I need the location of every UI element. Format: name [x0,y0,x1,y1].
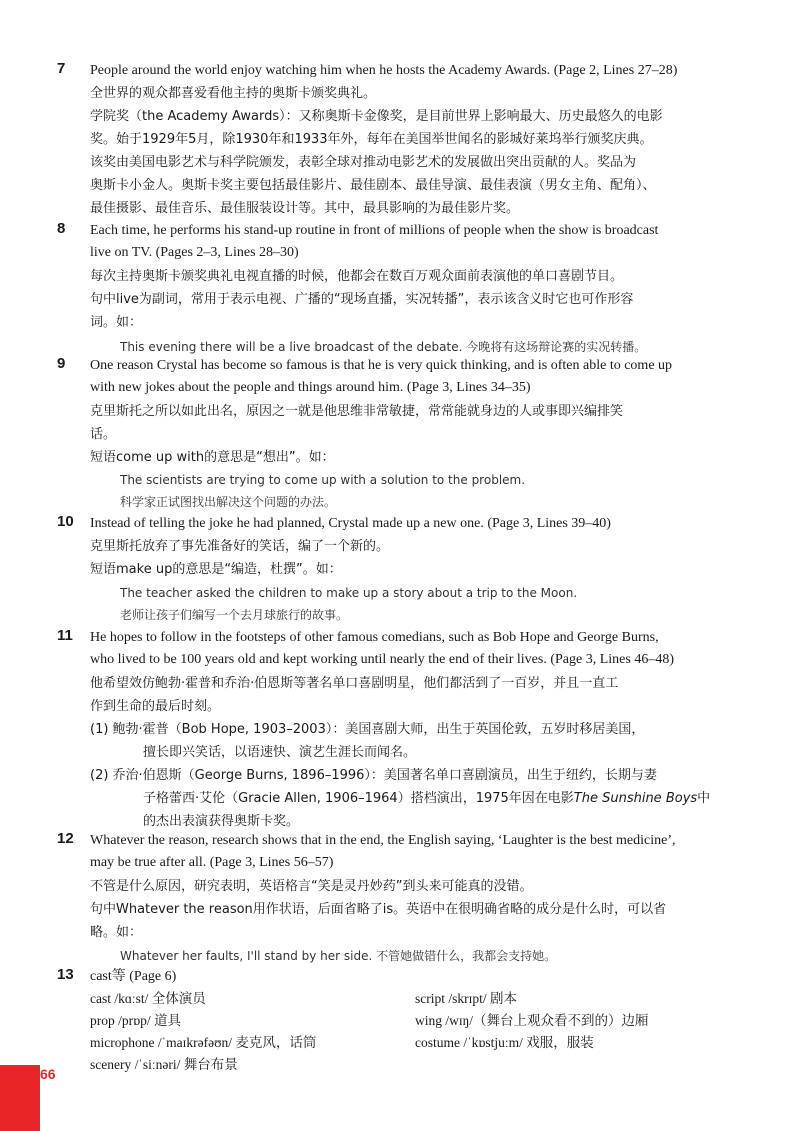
footnote-george-burns: (2) 乔治·伯恩斯（George Burns, 1896–1996）：美国著名单口喜剧演员，出生于纽约，长期与妻 [90,768,657,783]
vocab-item: wing /wɪŋ/（舞台上观众看不到的）边厢 [415,1013,649,1028]
footnote-george-burns-cont: 的杰出表演获得奥斯卡奖。 [143,814,300,829]
entry-number: 9 [57,355,66,372]
vocab-item: scenery /ˈsiːnəri/ 舞台布景 [90,1057,238,1072]
entry-number: 11 [57,627,73,644]
entry-explanation-line: 该奖由美国电影艺术与科学院颁发，表彰全球对推动电影艺术的发展做出突出贡献的人。奖品为 [90,155,637,170]
vocab-item: cast /kɑːst/ 全体演员 [90,991,206,1006]
entry-explanation-line: 句中live为副词，常用于表示电视、广播的“现场直播，实况转播”，表示该含义时它也可作形容 [90,292,634,307]
entry-explanation-line: 句中Whatever the reason用作状语，后面省略了is。英语中在很明确省略的成分是什么时，可以省 [90,902,667,917]
footnote-george-burns-cont [143,788,710,810]
entry-explanation-line: 短语make up的意思是“编造，杜撰”。如： [90,562,342,577]
entry-explanation-line: 最佳摄影、最佳音乐、最佳服装设计等。其中，最具影响的为最佳影片奖。 [90,201,520,216]
entry-chinese-translation: 他希望效仿鲍勃·霍普和乔治·伯恩斯等著名单口喜剧明星，他们都活到了一百岁，并且一直工 [90,676,619,691]
entry-number: 8 [57,220,66,237]
page-corner-accent [0,1065,40,1131]
example-translation: 科学家正试图找出解决这个问题的办法。 [120,495,337,509]
vocab-item: prop /prɒp/ 道具 [90,1013,182,1028]
entry-english-sentence: He hopes to follow in the footsteps of other famous comedians, such as Bob Hope and George Burns, [90,630,659,645]
entry-chinese-translation: 话。 [90,427,117,442]
example-translation: 老师让孩子们编写一个去月球旅行的故事。 [120,608,349,622]
entry-english-sentence: People around the world enjoy watching him when he hosts the Academy Awards. (Page 2, Lines 27–28) [90,63,678,78]
footnote-text: 中 [697,791,711,806]
entry-english-sentence: live on TV. (Pages 2–3, Lines 28–30) [90,245,299,260]
entry-chinese-translation: 每次主持奥斯卡颁奖典礼电视直播的时候，他都会在数百万观众面前表演他的单口喜剧节目。 [90,269,624,284]
entry-number: 12 [57,830,74,847]
entry-english-sentence: One reason Crystal has become so famous is that he is very quick thinking, and is often able to come up [90,358,673,373]
example-sentence: This evening there will be a live broadcast of the debate. 今晚将有这场辩论赛的实况转播。 [120,340,647,354]
vocab-heading: cast等 (Page 6) [90,969,177,984]
entry-english-sentence: with new jokes about the people and things around him. (Page 3, Lines 34–35) [90,380,531,395]
entry-explanation-line: 奖。始于1929年5月，除1930年和1933年外，每年在美国举世闻名的影城好莱坞举行颁奖庆典。 [90,132,653,147]
footnote-text: 子格蕾西·艾伦（Gracie Allen, 1906–1964）搭档演出，1975年因在电影 [143,791,574,806]
entry-explanation-line: 短语come up with的意思是“想出”。如： [90,450,335,465]
vocab-item: costume /ˈkɒstjuːm/ 戏服，服装 [415,1035,594,1050]
example-sentence: The teacher asked the children to make up a story about a trip to the Moon. [120,586,578,600]
entry-chinese-translation: 克里斯托之所以如此出名，原因之一就是他思维非常敏捷，常常能就身边的人或事即兴编排笑 [90,404,624,419]
entry-explanation-line: 学院奖（the Academy Awards）：又称奥斯卡金像奖，是目前世界上影响最大、历史最悠久的电影 [90,109,663,124]
footnote-bob-hope: (1) 鲍勃·霍普（Bob Hope, 1903–2003）：美国喜剧大师，出生于英国伦敦，五岁时移居美国， [90,722,645,737]
entry-explanation-line: 奥斯卡小金人。奥斯卡奖主要包括最佳影片、最佳剧本、最佳导演、最佳表演（男女主角、配角）、 [90,178,656,193]
entry-chinese-translation: 不管是什么原因，研究表明，英语格言“笑是灵丹妙药”到头来可能真的没错。 [90,879,533,894]
page-number: 66 [40,1066,56,1082]
entry-number: 7 [57,60,66,77]
entry-english-sentence: who lived to be 100 years old and kept working until nearly the end of their lives. (Page 3, Lines 46–48) [90,652,674,667]
entry-number: 10 [57,513,74,530]
entry-chinese-translation: 全世界的观众都喜爱看他主持的奥斯卡颁奖典礼。 [90,86,377,101]
entry-english-sentence: Whatever the reason, research shows that in the end, the English saying, ‘Laughter is the best medicine’, [90,833,676,848]
entry-explanation-line: 词。如： [90,315,143,330]
film-title: The Sunshine Boys [573,791,698,806]
entry-explanation-line: 略。如： [90,925,143,940]
entry-chinese-translation: 克里斯托放弃了事先准备好的笑话，编了一个新的。 [90,539,390,554]
entry-chinese-translation: 作到生命的最后时刻。 [90,699,221,714]
footnote-bob-hope-cont: 擅长即兴笑话，以语速快、演艺生涯长而闻名。 [143,745,417,760]
entry-number: 13 [57,966,74,983]
entry-english-sentence: may be true after all. (Page 3, Lines 56–57) [90,855,334,870]
example-sentence: Whatever her faults, I'll stand by her side. 不管她做错什么，我都会支持她。 [120,949,557,963]
example-sentence: The scientists are trying to come up with a solution to the problem. [120,473,526,487]
vocab-item: microphone /ˈmaɪkrəfəʊn/ 麦克风，话筒 [90,1035,317,1050]
vocab-item: script /skrɪpt/ 剧本 [415,991,517,1006]
entry-english-sentence: Each time, he performs his stand-up routine in front of millions of people when the show is broadcast [90,223,659,238]
entry-english-sentence: Instead of telling the joke he had planned, Crystal made up a new one. (Page 3, Lines 39–40) [90,516,611,531]
